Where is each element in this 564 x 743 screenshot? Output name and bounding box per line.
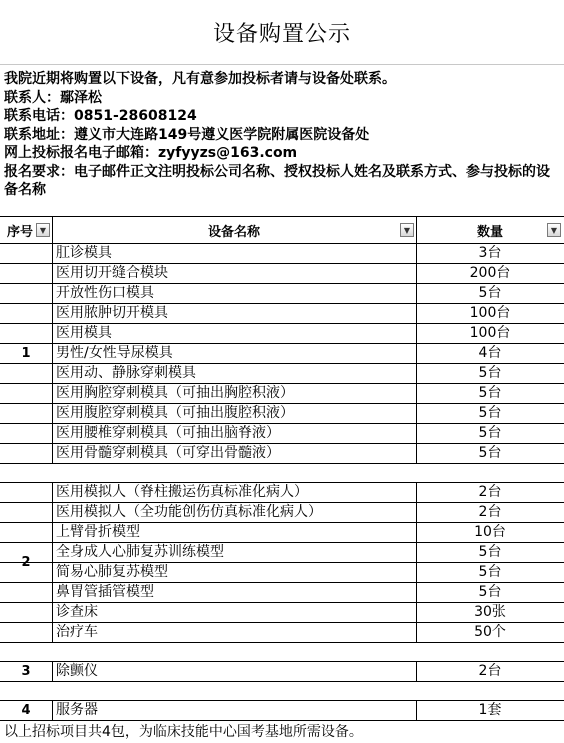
table-row	[0, 403, 564, 423]
item-name: 鼻胃管插管模型	[56, 584, 154, 600]
item-quantity: 100台	[469, 325, 511, 341]
notice-contact-person: 联系人：鄢泽松	[4, 89, 102, 106]
table-row	[0, 303, 564, 323]
item-name: 服务器	[56, 702, 98, 718]
spacer-row	[0, 464, 564, 483]
header-num: 序号	[6, 224, 33, 240]
table-row	[0, 363, 564, 383]
column-divider	[416, 662, 417, 681]
table-row	[0, 323, 564, 343]
table-row	[0, 283, 564, 303]
notice-phone: 联系电话：0851-28608124	[4, 108, 197, 124]
item-quantity: 3台	[478, 245, 502, 261]
page-title: 设备购置公示	[0, 0, 564, 65]
item-quantity: 5台	[478, 425, 502, 441]
table-group	[0, 662, 564, 682]
column-divider	[416, 483, 417, 642]
group-number: 2	[21, 555, 31, 570]
column-divider	[416, 701, 417, 720]
column-divider	[52, 244, 53, 463]
group-number: 3	[21, 664, 31, 679]
column-divider	[416, 244, 417, 463]
table-row	[0, 263, 564, 283]
table-row	[0, 244, 564, 263]
item-quantity: 2台	[478, 484, 502, 500]
item-quantity: 200台	[469, 265, 511, 281]
item-name: 医用模拟人（全功能创伤仿真标准化病人）	[56, 504, 322, 520]
table-footer: 以上招标项目共4包，为临床技能中心国考基地所需设备。	[4, 724, 363, 740]
item-quantity: 5台	[478, 385, 502, 401]
item-quantity: 2台	[478, 663, 502, 679]
dropdown-filter-icon[interactable]: ▼	[36, 223, 50, 237]
item-quantity: 30张	[474, 604, 506, 620]
item-name: 上臂骨折模型	[56, 524, 140, 540]
spacer-row	[0, 643, 564, 662]
table-group	[0, 244, 564, 464]
item-quantity: 1套	[478, 702, 502, 718]
item-name: 医用腰椎穿刺模具（可抽出脑脊液）	[56, 425, 280, 441]
item-name: 全身成人心肺复苏训练模型	[56, 544, 224, 560]
item-name: 医用模具	[56, 325, 112, 341]
item-quantity: 2台	[478, 504, 502, 520]
notice-intro: 我院近期将购置以下设备，凡有意参加投标者请与设备处联系。	[4, 71, 396, 87]
item-name: 除颤仪	[56, 663, 98, 679]
item-name: 治疗车	[56, 624, 98, 640]
item-name: 医用胸腔穿刺模具（可抽出胸腔积液）	[56, 385, 294, 401]
column-divider	[52, 217, 53, 243]
table-row	[0, 582, 564, 602]
item-quantity: 5台	[478, 405, 502, 421]
item-quantity: 50个	[474, 624, 506, 640]
header-qty: 数量	[476, 224, 503, 240]
table-row	[0, 502, 564, 522]
table-group	[0, 701, 564, 721]
spacer-row	[0, 682, 564, 701]
item-quantity: 100台	[469, 305, 511, 321]
dropdown-filter-icon[interactable]: ▼	[547, 223, 561, 237]
item-name: 诊查床	[56, 604, 98, 620]
column-divider	[52, 701, 53, 720]
table-row	[0, 542, 564, 562]
item-name: 简易心肺复苏模型	[56, 564, 168, 580]
item-quantity: 5台	[478, 445, 502, 461]
table-row	[0, 701, 564, 720]
notice-block	[4, 70, 562, 200]
table-row	[0, 562, 564, 582]
item-name: 开放性伤口模具	[56, 285, 154, 301]
column-divider	[52, 662, 53, 681]
table-row	[0, 602, 564, 622]
item-name: 医用脓肿切开模具	[56, 305, 168, 321]
item-quantity: 4台	[478, 345, 502, 361]
group-number: 4	[21, 703, 31, 718]
group-number: 1	[21, 346, 31, 361]
table-row	[0, 343, 564, 363]
item-name: 医用模拟人（脊柱搬运伤真标准化病人）	[56, 484, 308, 500]
equipment-table	[0, 216, 564, 743]
table-row	[0, 423, 564, 443]
item-quantity: 5台	[478, 285, 502, 301]
notice-address: 联系地址：遵义市大连路149号遵义医学院附属医院设备处	[4, 126, 370, 143]
item-name: 男性/女性导尿模具	[56, 345, 173, 361]
item-quantity: 5台	[478, 544, 502, 560]
column-divider	[416, 217, 417, 243]
dropdown-filter-icon[interactable]: ▼	[400, 223, 414, 237]
item-quantity: 10台	[474, 524, 506, 540]
notice-email: 网上投标报名电子邮箱：zyfyyzs@163.com	[4, 145, 298, 161]
table-group	[0, 483, 564, 643]
item-name: 医用骨髓穿刺模具（可穿出骨髓液）	[56, 445, 280, 461]
item-quantity: 5台	[478, 584, 502, 600]
table-row	[0, 662, 564, 681]
table-header	[0, 216, 564, 244]
item-name: 肛诊模具	[56, 245, 112, 261]
item-name: 医用动、静脉穿刺模具	[56, 365, 196, 381]
column-divider	[52, 483, 53, 642]
item-name: 医用腹腔穿刺模具（可抽出腹腔积液）	[56, 405, 294, 421]
table-row	[0, 443, 564, 463]
table-row	[0, 483, 564, 502]
table-row	[0, 522, 564, 542]
header-name: 设备名称	[207, 224, 260, 240]
notice-requirements: 报名要求：电子邮件正文注明投标公司名称、授权投标人姓名及联系方式、参与投标的设备名称	[4, 163, 550, 198]
table-row	[0, 383, 564, 403]
item-name: 医用切开缝合模块	[56, 265, 168, 281]
table-row	[0, 622, 564, 642]
item-quantity: 5台	[478, 365, 502, 381]
item-quantity: 5台	[478, 564, 502, 580]
